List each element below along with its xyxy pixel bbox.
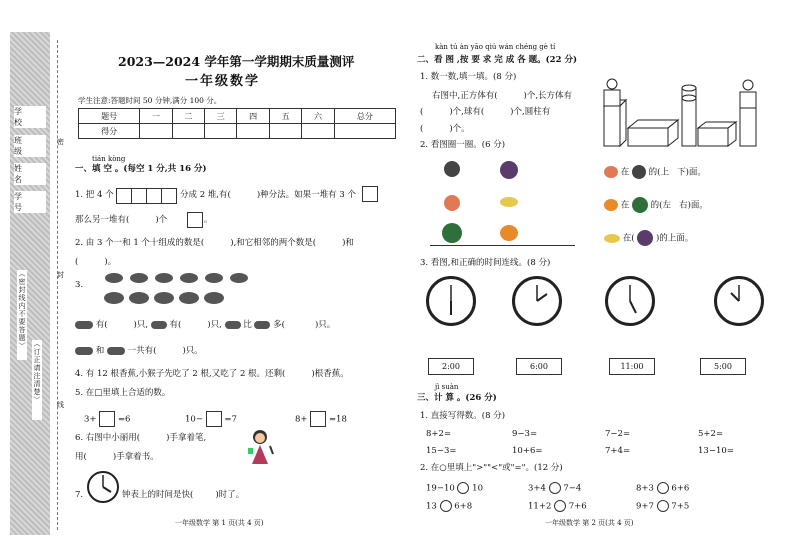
- fruit-grid: [430, 155, 575, 247]
- calc-cell[interactable]: 9−3=: [512, 429, 538, 439]
- section2-pinyin: kàn tú àn yāo qiú wán chéng gè tí: [435, 43, 556, 51]
- compare-circle[interactable]: [657, 500, 669, 512]
- answer-box[interactable]: [310, 411, 326, 427]
- s2-q2-a: 在 的(上 下)面。: [604, 165, 706, 179]
- score-header-cell: 六: [302, 109, 334, 124]
- seal-char-2: 封: [57, 271, 64, 279]
- calc-cell[interactable]: 8+2=: [426, 429, 452, 439]
- s2-q2-c: 在( )的上面。: [604, 230, 693, 246]
- section3-pinyin: jì suàn: [435, 383, 459, 391]
- compare-circle[interactable]: [440, 500, 452, 512]
- q2-line1: 2. 由 3 个一和 1 个十组成的数是( ),和它相邻的两个数是( )和: [75, 238, 354, 248]
- score-table: [78, 108, 396, 139]
- orange-icon: [500, 225, 518, 241]
- score-cell[interactable]: [205, 124, 237, 139]
- q2-line2: ( )。: [75, 257, 117, 267]
- compare-item: 19−10 10: [426, 483, 483, 494]
- score-header-cell: 五: [269, 109, 301, 124]
- animals-figure: [102, 270, 272, 310]
- compare-circle[interactable]: [657, 482, 669, 494]
- compare-item: 13 6+8: [426, 501, 473, 512]
- q5-item-a: 3+ =6: [84, 411, 130, 427]
- s3-q1: 1. 直接写得数。(8 分): [420, 411, 506, 421]
- section2-title: 二、看 图 ,按 要 求 完 成 各 题。(22 分): [417, 55, 577, 65]
- score-cell[interactable]: [172, 124, 204, 139]
- time-option-4[interactable]: 5:00: [700, 358, 746, 375]
- name-field[interactable]: 姓 名: [14, 163, 46, 185]
- section3-title: 三、计 算 。(26 分): [417, 393, 497, 403]
- clock-4: [714, 276, 764, 326]
- score-header-cell: 总分: [334, 109, 395, 124]
- cube-icon: [362, 186, 377, 201]
- calc-cell[interactable]: 10+6=: [512, 446, 543, 456]
- q4: 4. 有 12 根香蕉,小猴子先吃了 2 根,又吃了 2 根。还剩( )根香蕉。: [75, 369, 349, 379]
- q1-line2-end: 。: [204, 215, 213, 225]
- seal-char-1: 密: [57, 138, 64, 146]
- score-header-cell: 题号: [79, 109, 140, 124]
- s3-q2: 2. 在○里填上">""<"或"="。(12 分): [420, 463, 563, 473]
- s2-q1: 1. 数一数,填一填。(8 分): [420, 72, 517, 82]
- q1-line1: 1. 把 4 个: [75, 190, 114, 200]
- q1-line1-b: 分成 2 堆,有( )种分法。如果一堆有 3 个: [180, 190, 356, 200]
- score-cell[interactable]: [140, 124, 172, 139]
- s2-q1-line2: ( )个,球有( )个,圆柱有: [420, 107, 551, 117]
- page-footer-right: 一年级数学 第 2 页(共 4 页): [545, 519, 634, 527]
- score-cell[interactable]: [269, 124, 301, 139]
- calc-cell[interactable]: 7−2=: [605, 429, 631, 439]
- apple-icon: [444, 161, 460, 177]
- four-cubes-figure: [116, 186, 186, 202]
- solids-figure: [598, 78, 778, 153]
- peach-icon: [444, 195, 460, 211]
- s2-q2: 2. 看图圈一圈。(6 分): [420, 140, 506, 150]
- score-cell[interactable]: [302, 124, 334, 139]
- sidebar-warning-1: （密封线内不要答题）: [17, 270, 27, 360]
- compare-item: 3+4 7−4: [528, 483, 582, 494]
- answer-box[interactable]: [99, 411, 115, 427]
- time-option-3[interactable]: 11:00: [609, 358, 655, 375]
- seal-char-3: 线: [57, 401, 64, 409]
- grape-icon: [500, 161, 518, 179]
- watermelon-icon: [442, 223, 462, 243]
- compare-item: 8+3 6+6: [636, 483, 690, 494]
- clock-q7: [86, 470, 120, 504]
- s2-q1-line3: ( )个。: [420, 124, 470, 134]
- section1-pinyin: tián kòng: [92, 155, 126, 163]
- score-header-cell: 二: [172, 109, 204, 124]
- cube-icon: [187, 212, 202, 227]
- compare-circle[interactable]: [549, 482, 561, 494]
- answer-box[interactable]: [206, 411, 222, 427]
- calc-cell[interactable]: 5+2=: [698, 429, 724, 439]
- number-field[interactable]: 学 号: [14, 191, 46, 213]
- girl-figure: [245, 428, 275, 468]
- compare-item: 11+2 7+6: [528, 501, 587, 512]
- score-header-cell: 三: [205, 109, 237, 124]
- s2-q3: 3. 看图,和正确的时间连线。(8 分): [420, 258, 551, 268]
- s2-q2-b: 在 的(左 右)面。: [604, 197, 708, 213]
- exam-subtitle: 一年级数学: [185, 74, 261, 89]
- compare-circle[interactable]: [457, 482, 469, 494]
- calc-cell[interactable]: 7+4=: [605, 446, 631, 456]
- q7-label: 7.: [75, 490, 84, 500]
- q3-line2: 有( )只, 有( )只, 比 多( )只。: [75, 320, 335, 331]
- q3-label: 3.: [75, 280, 84, 290]
- q1-line2: 那么另一堆有( )个: [75, 215, 168, 225]
- q6-line1: 6. 右图中小丽用( )手拿着笔,: [75, 433, 207, 443]
- time-option-1[interactable]: 2:00: [428, 358, 474, 375]
- q7-text: 钟表上的时间是快( )时了。: [122, 490, 245, 500]
- q5: 5. 在□里填上合适的数。: [75, 388, 171, 398]
- s2-q1-line1: 右图中,正方体有( )个,长方体有: [432, 91, 573, 101]
- clock-1: [426, 276, 476, 326]
- q6-line2: 用( )手拿着书。: [75, 452, 159, 462]
- score-row-label: 得分: [79, 124, 140, 139]
- score-header-cell: 一: [140, 109, 172, 124]
- q5-item-b: 10− =7: [185, 411, 237, 427]
- school-field[interactable]: 学 校: [14, 106, 46, 128]
- exam-notice: 学生注意:答题时间 50 分钟,满分 100 分。: [78, 96, 222, 105]
- class-field[interactable]: 班 级: [14, 135, 46, 157]
- score-header-row: [79, 109, 396, 124]
- time-option-2[interactable]: 6:00: [516, 358, 562, 375]
- clock-2: [512, 276, 562, 326]
- compare-item: 9+7 7+5: [636, 501, 690, 512]
- q5-item-c: 8+ =18: [295, 411, 347, 427]
- score-header-cell: 四: [237, 109, 269, 124]
- q3-line3: 和 一共有( )只。: [75, 346, 203, 357]
- sidebar-warning-2: （订正请注清楚）: [32, 340, 42, 420]
- banana-icon: [500, 197, 518, 207]
- seal-line: [57, 40, 58, 530]
- score-row: [79, 124, 396, 139]
- exam-title: 2023—2024 学年第一学期期末质量测评: [118, 54, 355, 69]
- calc-cell[interactable]: 13−10=: [698, 446, 734, 456]
- score-cell[interactable]: [334, 124, 395, 139]
- page-footer-left: 一年级数学 第 1 页(共 4 页): [175, 519, 264, 527]
- score-cell[interactable]: [237, 124, 269, 139]
- section1-title: 一、填 空 。(每空 1 分,共 16 分): [75, 164, 207, 174]
- clock-3: [605, 276, 655, 326]
- compare-circle[interactable]: [554, 500, 566, 512]
- calc-cell[interactable]: 15−3=: [426, 446, 457, 456]
